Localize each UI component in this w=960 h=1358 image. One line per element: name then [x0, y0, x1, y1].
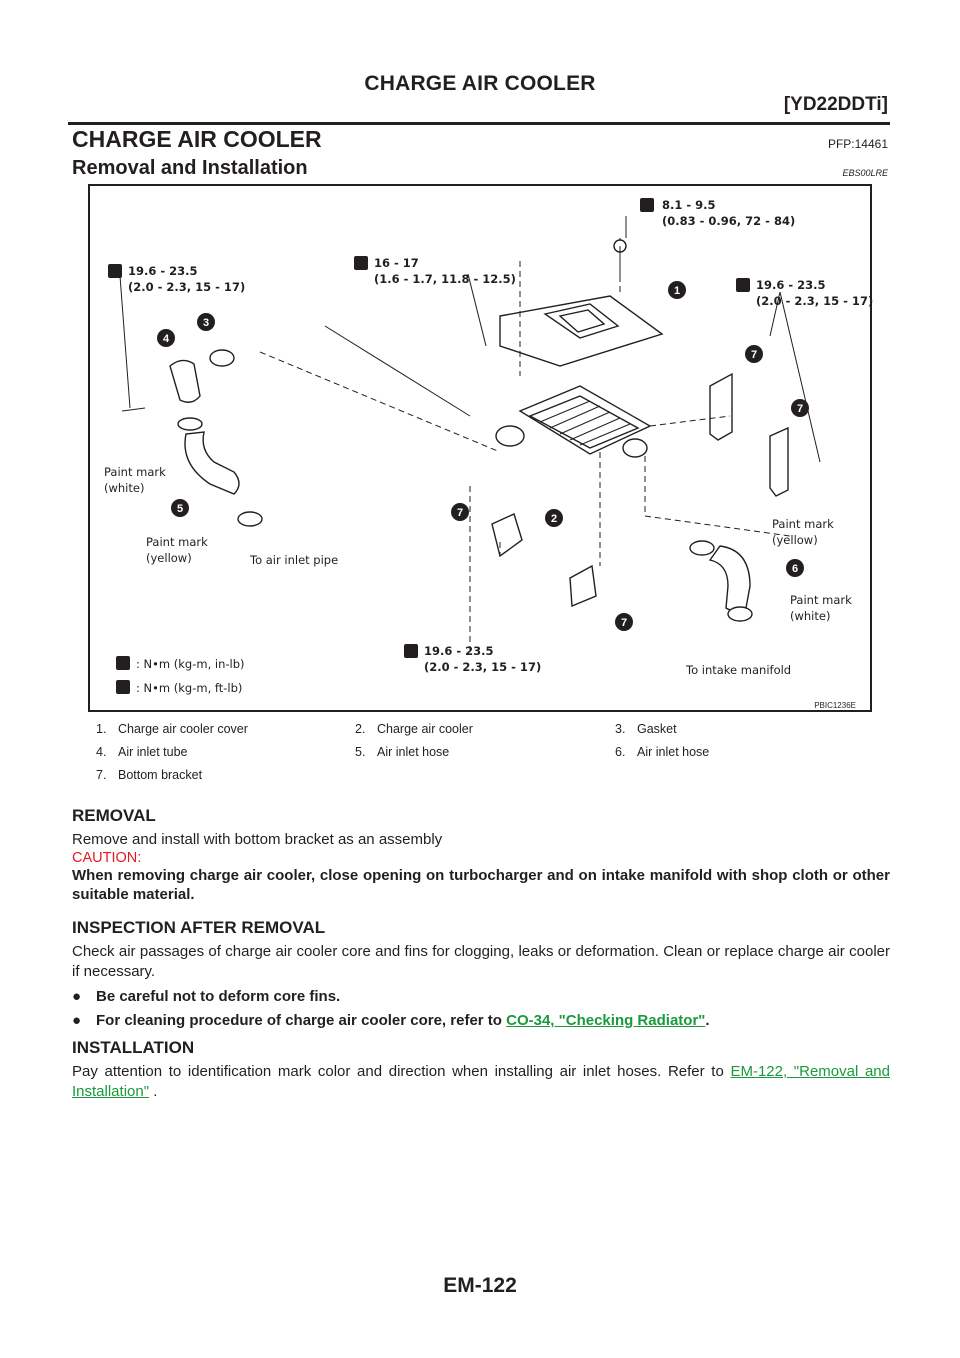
legend-row — [88, 768, 872, 791]
removal-heading: REMOVAL — [72, 806, 156, 825]
torque-right-line2: (2.0 - 2.3, 15 - 17) — [756, 294, 874, 308]
right-air-inlet-hose — [690, 541, 752, 621]
svg-text:6: 6 — [791, 563, 799, 575]
bullet-suffix: . — [705, 1012, 710, 1029]
torque-label-center — [354, 256, 516, 286]
paint-mark-yellow-right-label: Paint mark — [772, 517, 834, 531]
installation-text-suffix: . — [149, 1083, 158, 1100]
parts-legend — [88, 722, 872, 791]
installation-heading: INSTALLATION — [72, 1038, 195, 1057]
legend-label: Charge air cooler cover — [118, 722, 248, 736]
torque-top-line2: (0.83 - 0.96, 72 - 84) — [662, 214, 796, 228]
torque-center-line2: (1.6 - 1.7, 11.8 - 12.5) — [374, 272, 516, 286]
bullet-text: For cleaning procedure of charge air cooler core, refer to — [96, 1012, 507, 1029]
paint-mark-yellow-color: (yellow) — [146, 551, 192, 565]
svg-text:4: 4 — [162, 333, 170, 345]
legend-label: Bottom bracket — [118, 768, 203, 782]
torque-right-line1: 19.6 - 23.5 — [756, 278, 826, 292]
legend-label: Air inlet tube — [118, 745, 188, 759]
svg-text:3: 3 — [202, 317, 210, 329]
legend-num: 4. — [96, 745, 107, 759]
torque-wrench-icon — [354, 256, 368, 270]
callout-7d — [615, 613, 633, 631]
header-engine-code: [YD22DDTi] — [783, 94, 888, 115]
paint-mark-white-color: (white) — [104, 481, 145, 495]
section-pfp-code: PFP:14461 — [827, 137, 888, 151]
callout-5 — [171, 499, 189, 517]
caution-label: CAUTION: — [72, 850, 142, 866]
bullet-icon: ● — [72, 1012, 82, 1029]
callout-3 — [197, 313, 215, 331]
inspection-text: Check air passages of charge air cooler core and fins for clogging, leaks or deformation. Clean or replace charge air cooler if necessary. — [72, 943, 890, 980]
svg-text:5: 5 — [176, 503, 184, 515]
legend-row — [88, 722, 872, 745]
torque-top-line1: 8.1 - 9.5 — [662, 198, 716, 212]
legend-label: Air inlet hose — [377, 745, 450, 759]
torque-label-top — [640, 198, 795, 228]
torque-wrench-icon — [116, 680, 130, 694]
legend-num: 2. — [355, 722, 366, 736]
legend-num: 1. — [96, 722, 107, 736]
paint-mark-yellow-label: Paint mark — [146, 535, 208, 549]
torque-wrench-icon — [116, 656, 130, 670]
torque-bottom-line1: 19.6 - 23.5 — [424, 644, 494, 658]
svg-text:1: 1 — [673, 285, 681, 297]
bullet-item — [72, 1012, 890, 1029]
svg-text:7: 7 — [750, 349, 758, 361]
installation-text-prefix: Pay attention to identification mark color and direction when installing air inlet hoses. Refer to — [72, 1063, 731, 1080]
torque-label-right — [736, 278, 873, 308]
torque-wrench-icon — [640, 198, 654, 212]
legend-label: Air inlet hose — [637, 745, 710, 759]
paint-mark-yellow-right-color: (yellow) — [772, 533, 818, 547]
removal-text: Remove and install with bottom bracket as an assembly — [72, 831, 443, 848]
legend-row — [88, 745, 872, 768]
paint-mark-white-label: Paint mark — [104, 465, 166, 479]
header-divider — [68, 122, 890, 125]
torque-wrench-icon — [736, 278, 750, 292]
header-title: CHARGE AIR COOLER — [364, 72, 596, 95]
charge-air-cooler-cover — [500, 238, 662, 366]
legend-num: 7. — [96, 768, 107, 782]
torque-label-left — [108, 264, 245, 294]
caution-text: When removing charge air cooler, close opening on turbocharger and on intake manifold with shop cloth or other suitable material. — [72, 867, 890, 903]
bullet-icon: ● — [72, 988, 82, 1005]
legend-label: Gasket — [637, 722, 677, 736]
charge-air-cooler — [496, 386, 650, 457]
bullet-item — [72, 988, 890, 1005]
torque-wrench-icon — [108, 264, 122, 278]
callout-7c — [451, 503, 469, 521]
torque-bottom-line2: (2.0 - 2.3, 15 - 17) — [424, 660, 542, 674]
co34-link[interactable]: CO-34, "Checking Radiator" — [506, 1012, 706, 1029]
to-air-inlet-pipe-label: To air inlet pipe — [250, 553, 339, 567]
inspection-heading: INSPECTION AFTER REMOVAL — [72, 918, 326, 937]
torque-wrench-icon — [404, 644, 418, 658]
torque-left-line1: 19.6 - 23.5 — [128, 264, 198, 278]
callout-6 — [786, 559, 804, 577]
units-legend-in-lb: : N•m (kg-m, in-lb) — [136, 657, 245, 671]
torque-center-line1: 16 - 17 — [374, 256, 419, 270]
paint-mark-white-right-color: (white) — [790, 609, 831, 623]
paint-mark-white-right-label: Paint mark — [790, 593, 852, 607]
callout-2 — [545, 509, 563, 527]
callout-7b — [791, 399, 809, 417]
legend-num: 6. — [615, 745, 626, 759]
torque-left-line2: (2.0 - 2.3, 15 - 17) — [128, 280, 246, 294]
legend-num: 5. — [355, 745, 366, 759]
units-legend-ft-lb: : N•m (kg-m, ft-lb) — [136, 681, 243, 695]
bullet-text: Be careful not to deform core fins. — [96, 988, 341, 1005]
section-title: CHARGE AIR COOLER — [72, 126, 322, 152]
callout-1 — [668, 281, 686, 299]
exploded-view-drawing — [90, 186, 874, 714]
torque-label-bottom — [404, 644, 541, 674]
svg-text:2: 2 — [550, 513, 558, 525]
svg-text:7: 7 — [456, 507, 464, 519]
page-number: EM-122 — [443, 1274, 517, 1297]
figure-code: PBIC1236E — [814, 701, 856, 710]
svg-text:7: 7 — [620, 617, 628, 629]
em122-link[interactable]: EM-122, "Removal and Installation" — [72, 1063, 890, 1100]
callout-4 — [157, 329, 175, 347]
units-legend — [116, 656, 245, 695]
installation-text — [72, 1062, 890, 1102]
legend-label: Charge air cooler — [377, 722, 473, 736]
subsection-code: EBS00LRE — [842, 168, 888, 178]
subsection-title: Removal and Installation — [72, 157, 308, 179]
callout-7a — [745, 345, 763, 363]
svg-text:7: 7 — [796, 403, 804, 415]
to-intake-manifold-label: To intake manifold — [686, 663, 792, 677]
exploded-view-figure — [88, 184, 872, 712]
legend-num: 3. — [615, 722, 626, 736]
